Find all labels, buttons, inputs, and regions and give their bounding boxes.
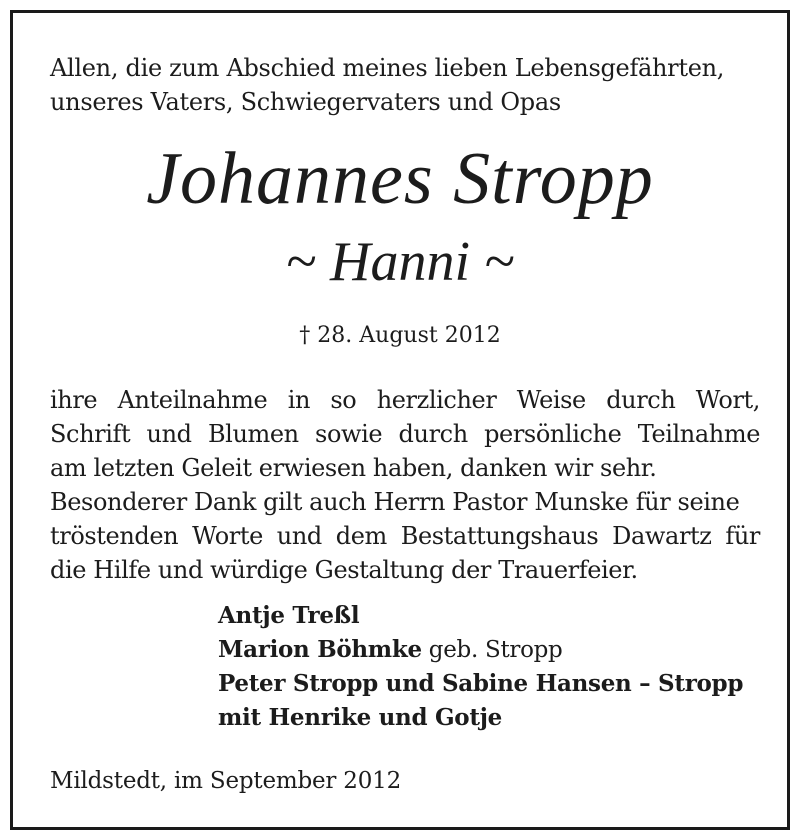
message-line: am letzten Geleit erwiesen haben, danken wir sehr.: [50, 454, 657, 482]
maiden-name: geb. Stropp: [421, 637, 563, 663]
deceased-nickname: ~ Hanni ~: [285, 231, 515, 293]
message-line: ihre Anteilnahme in so herzlicher Weise durch Wort,: [50, 386, 760, 414]
message-line: Schrift und Blumen sowie durch persönliche Teilnahme: [50, 420, 760, 448]
signature-line: [218, 701, 763, 735]
signature-name: mit Henrike und Gotje: [218, 704, 503, 731]
signature-name: Peter Stropp und Sabine Hansen – Stropp: [218, 670, 744, 697]
message-line: tröstenden Worte und dem Bestattungshaus Dawartz für: [50, 522, 760, 550]
obituary-notice: [10, 10, 790, 830]
signature-name: Marion Böhmke: [218, 636, 422, 663]
signatures: [218, 599, 763, 735]
intro-line: Allen, die zum Abschied meines lieben Lebensgefährten,: [50, 54, 725, 82]
signature-name: Antje Treßl: [218, 602, 360, 629]
message-line: die Hilfe und würdige Gestaltung der Trauerfeier.: [50, 556, 638, 584]
deceased-name: Johannes Stropp: [146, 138, 654, 220]
intro-line: unseres Vaters, Schwiegervaters und Opas: [50, 88, 561, 116]
death-date: † 28. August 2012: [299, 323, 501, 348]
signature-line: [218, 633, 763, 667]
intro-text: [50, 51, 760, 119]
message-line: Besonderer Dank gilt auch Herrn Pastor Munske für seine: [50, 488, 740, 516]
signature-line: [218, 599, 763, 633]
place-and-date: Mildstedt, im September 2012: [50, 768, 402, 794]
signature-line: [218, 667, 763, 701]
thank-you-message: [50, 383, 760, 587]
